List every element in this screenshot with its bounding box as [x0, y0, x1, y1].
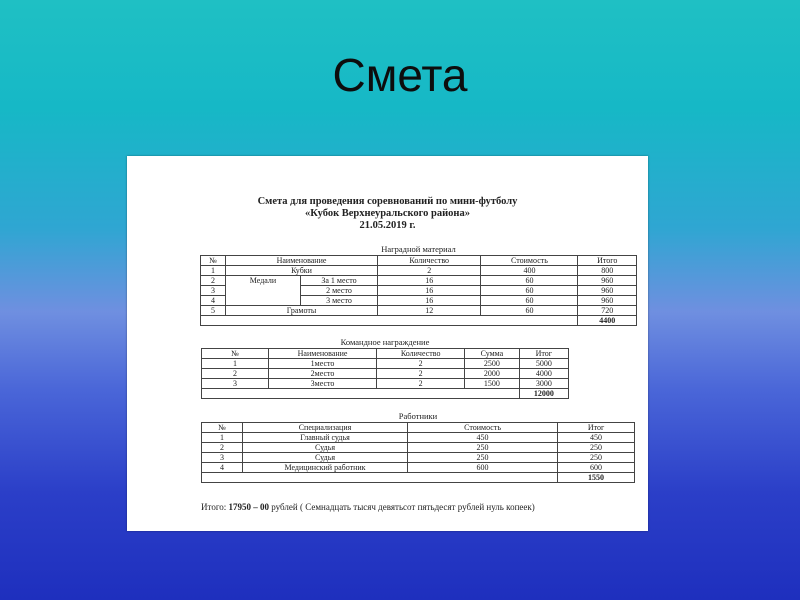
table-row — [202, 453, 635, 463]
cell: 250 — [558, 453, 635, 463]
cell: 12 — [378, 306, 481, 316]
cell: Грамоты — [226, 306, 378, 316]
cell: За 1 место — [301, 276, 378, 286]
team-awards-table — [201, 348, 569, 399]
cell: 2 — [377, 359, 465, 369]
col-header: № — [201, 256, 226, 266]
cell: 2место — [269, 369, 377, 379]
col-header: Итого — [578, 256, 637, 266]
table-header-row — [201, 256, 637, 266]
cell: 3000 — [519, 379, 568, 389]
col-header: № — [202, 423, 243, 433]
cell: 16 — [378, 276, 481, 286]
cell: 16 — [378, 286, 481, 296]
cell: 4 — [202, 463, 243, 473]
cell: 250 — [408, 443, 558, 453]
cell — [202, 473, 558, 483]
col-header: Стоимость — [408, 423, 558, 433]
table-header-row — [202, 423, 635, 433]
cell: Кубки — [226, 266, 378, 276]
cell: 16 — [378, 296, 481, 306]
cell: 960 — [578, 296, 637, 306]
cell: Медицинский работник — [243, 463, 408, 473]
table-sum-row — [202, 473, 635, 483]
grand-total-words: рублей ( Семнадцать тысяч девятьсот пятьдесят рублей нуль копеек) — [271, 502, 535, 512]
cell: Медали — [226, 276, 301, 306]
document-heading — [127, 196, 648, 232]
table2-caption: Командное награждение — [340, 337, 430, 347]
cell: 2 место — [301, 286, 378, 296]
estimate-document — [127, 156, 648, 531]
table-row — [202, 359, 569, 369]
cell: 600 — [408, 463, 558, 473]
cell: Судья — [243, 453, 408, 463]
cell: 400 — [481, 266, 578, 276]
cell: 1500 — [465, 379, 520, 389]
table-row — [202, 433, 635, 443]
col-header: Количество — [378, 256, 481, 266]
cell: Главный судья — [243, 433, 408, 443]
heading-line-3: 21.05.2019 г. — [359, 220, 416, 231]
staff-table — [201, 422, 635, 483]
table1-caption: Наградной материал — [381, 244, 456, 254]
cell: 4000 — [519, 369, 568, 379]
cell: 1 — [202, 433, 243, 443]
cell: 2 — [377, 369, 465, 379]
sum-cell: 4400 — [578, 316, 637, 326]
heading-line-1: Смета для проведения соревнований по мини-футболу — [257, 196, 518, 207]
cell: 2 — [201, 276, 226, 286]
cell: 3место — [269, 379, 377, 389]
col-header: Стоимость — [481, 256, 578, 266]
cell: 60 — [481, 276, 578, 286]
cell: 720 — [578, 306, 637, 316]
table-sum-row — [201, 316, 637, 326]
cell: 60 — [481, 296, 578, 306]
col-header: Количество — [377, 349, 465, 359]
awards-table — [200, 255, 637, 326]
table-row — [202, 379, 569, 389]
heading-line-2: «Кубок Верхнеуральского района» — [305, 208, 470, 219]
cell: Судья — [243, 443, 408, 453]
cell: 2 — [378, 266, 481, 276]
cell: 4 — [201, 296, 226, 306]
table-row — [201, 306, 637, 316]
cell: 450 — [558, 433, 635, 443]
table-sum-row — [202, 389, 569, 399]
cell: 3 — [201, 286, 226, 296]
cell: 5000 — [519, 359, 568, 369]
cell: 960 — [578, 286, 637, 296]
cell — [202, 389, 520, 399]
cell: 2000 — [465, 369, 520, 379]
cell: 1место — [269, 359, 377, 369]
table-header-row — [202, 349, 569, 359]
cell: 800 — [578, 266, 637, 276]
grand-total-amount: 17950 – 00 — [228, 502, 270, 512]
table-row — [202, 463, 635, 473]
sum-cell: 12000 — [519, 389, 568, 399]
grand-total — [201, 502, 535, 512]
cell: 5 — [201, 306, 226, 316]
cell: 1 — [202, 359, 269, 369]
table-row — [202, 369, 569, 379]
table3-caption: Работники — [398, 411, 438, 421]
col-header: Итог — [519, 349, 568, 359]
cell: 2 — [202, 369, 269, 379]
cell — [201, 316, 578, 326]
col-header: Специализация — [243, 423, 408, 433]
grand-total-prefix: Итого: — [201, 502, 227, 512]
cell: 250 — [408, 453, 558, 463]
col-header: Наименование — [226, 256, 378, 266]
table-row — [201, 276, 637, 286]
col-header: Сумма — [465, 349, 520, 359]
cell: 450 — [408, 433, 558, 443]
col-header: № — [202, 349, 269, 359]
cell: 3 — [202, 379, 269, 389]
cell: 250 — [558, 443, 635, 453]
cell: 2 — [377, 379, 465, 389]
cell: 60 — [481, 286, 578, 296]
cell: 960 — [578, 276, 637, 286]
cell: 2500 — [465, 359, 520, 369]
table-row — [201, 266, 637, 276]
cell: 3 место — [301, 296, 378, 306]
cell: 1 — [201, 266, 226, 276]
col-header: Наименование — [269, 349, 377, 359]
cell: 3 — [202, 453, 243, 463]
table-row — [202, 443, 635, 453]
col-header: Итог — [558, 423, 635, 433]
slide-title: Смета — [332, 49, 468, 101]
cell: 600 — [558, 463, 635, 473]
cell: 2 — [202, 443, 243, 453]
sum-cell: 1550 — [558, 473, 635, 483]
cell: 60 — [481, 306, 578, 316]
